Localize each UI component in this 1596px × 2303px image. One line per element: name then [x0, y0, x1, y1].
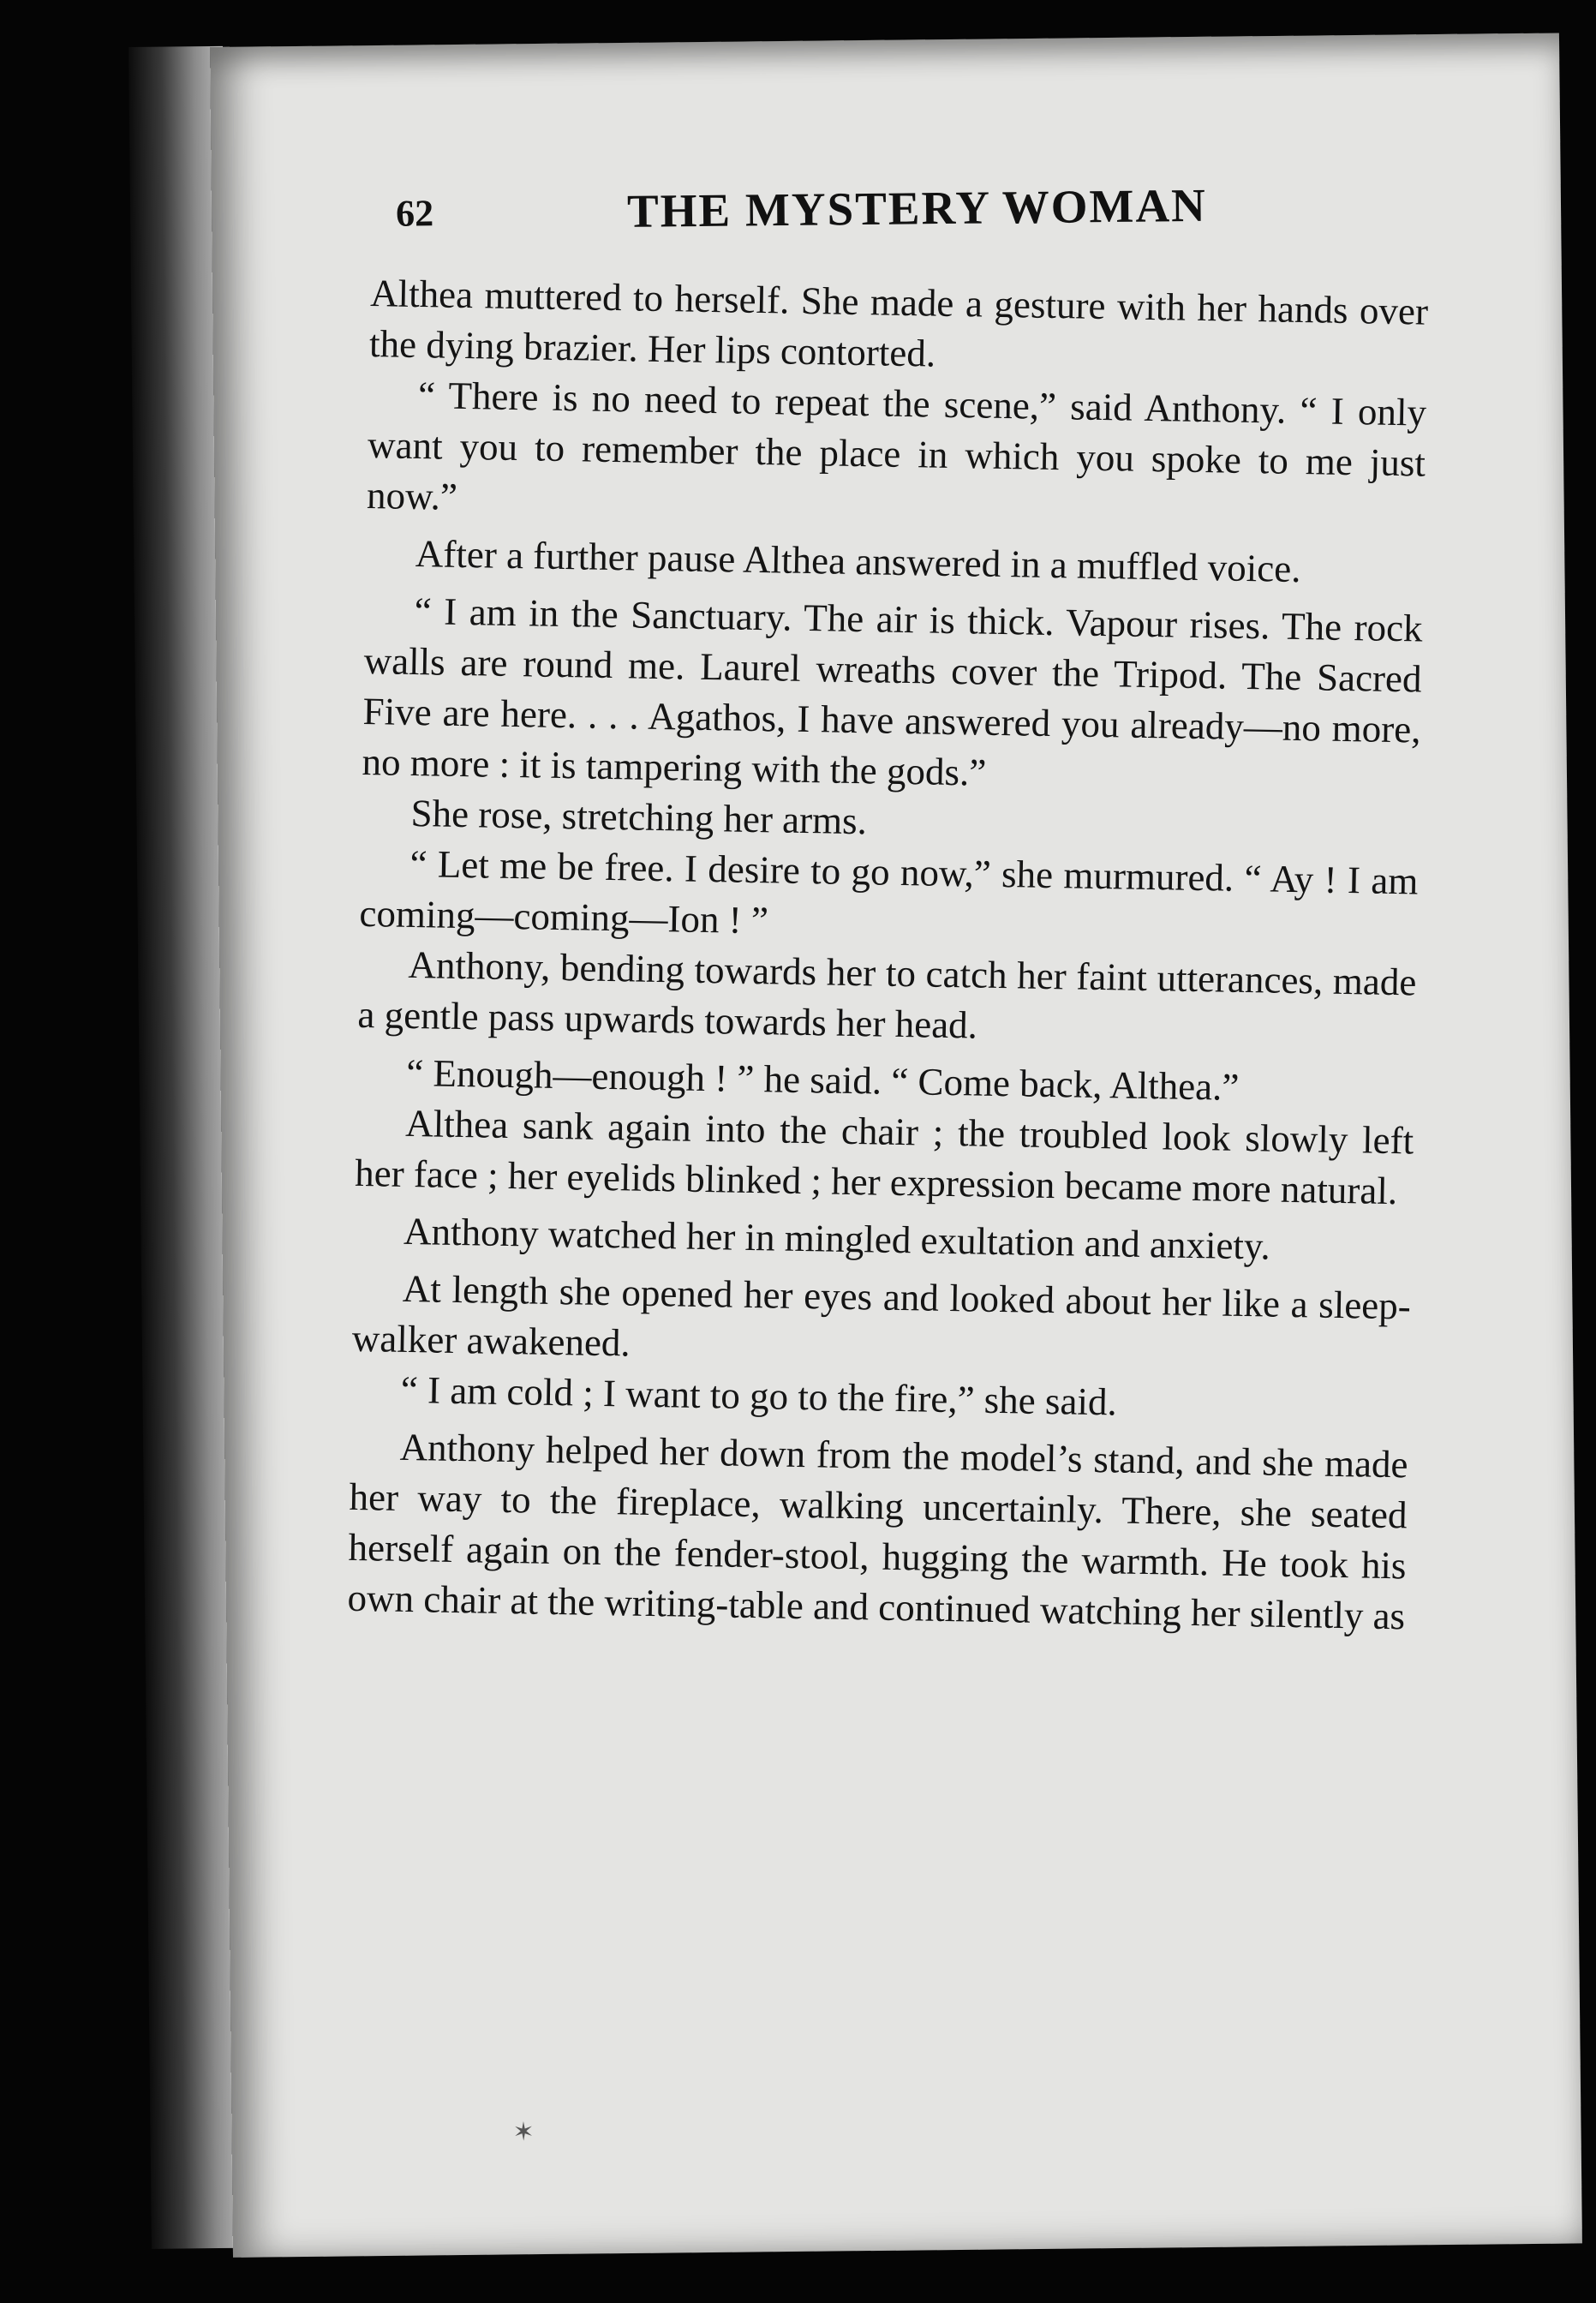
body-text	[347, 268, 1428, 1642]
paragraph: “ I am cold ; I want to go to the fire,” she said.	[400, 1367, 1118, 1424]
paragraph: Anthony, bending towards her to catch her faint utterances, made a gentle pass upwards towards her head.	[357, 942, 1417, 1047]
paragraph: Althea muttered to herself. She made a gesture with her hands over the dying brazier. Her lips contorted.	[368, 272, 1429, 375]
paragraph: Althea sank again into the chair ; the troubled look slowly left her face ; her eyelids blinked ; her expression became more natural.	[354, 1101, 1414, 1213]
paragraph: She rose, stretching her arms.	[410, 791, 868, 843]
page-number: 62	[395, 192, 434, 235]
book-page	[210, 33, 1582, 2258]
ink-smudge-mark: ✶	[512, 2117, 535, 2148]
paragraph: “ Enough—enough ! ” he said. “ Come back, Althea.”	[405, 1050, 1240, 1109]
paragraph: “ Let me be free. I desire to go now,” she murmured. “ Ay ! I am coming—coming—Ion ! ”	[359, 841, 1419, 942]
paragraph: Anthony helped her down from the model’s stand, and she made her way to the fireplace, walking uncertainly. There, she seated herself again on the fender-stool, hugging the warmth. He took his own chair at the writing-table and continued watching her silently as	[347, 1425, 1408, 1638]
paragraph: After a further pause Althea answered in a muffled voice.	[415, 532, 1301, 591]
page-header	[396, 177, 1253, 254]
paragraph: Anthony watched her in mingled exultation and anxiety.	[403, 1209, 1271, 1268]
paragraph: “ I am in the Sanctuary. The air is thick. Vapour rises. The rock walls are round me. Laurel wreaths cover the Tripod. The Sacred Five are here. . . . Agathos, I have answered you already—no more, no more : it is tampering with the gods.”	[362, 589, 1423, 794]
running-head: THE MYSTERY WOMAN	[626, 178, 1208, 237]
paragraph: At length she opened her eyes and looked about her like a sleep-walker awakened.	[351, 1266, 1412, 1365]
paragraph: “ There is no need to repeat the scene,” said Anthony. “ I only want you to remember the place in which you spoke to me just now.”	[366, 374, 1427, 518]
